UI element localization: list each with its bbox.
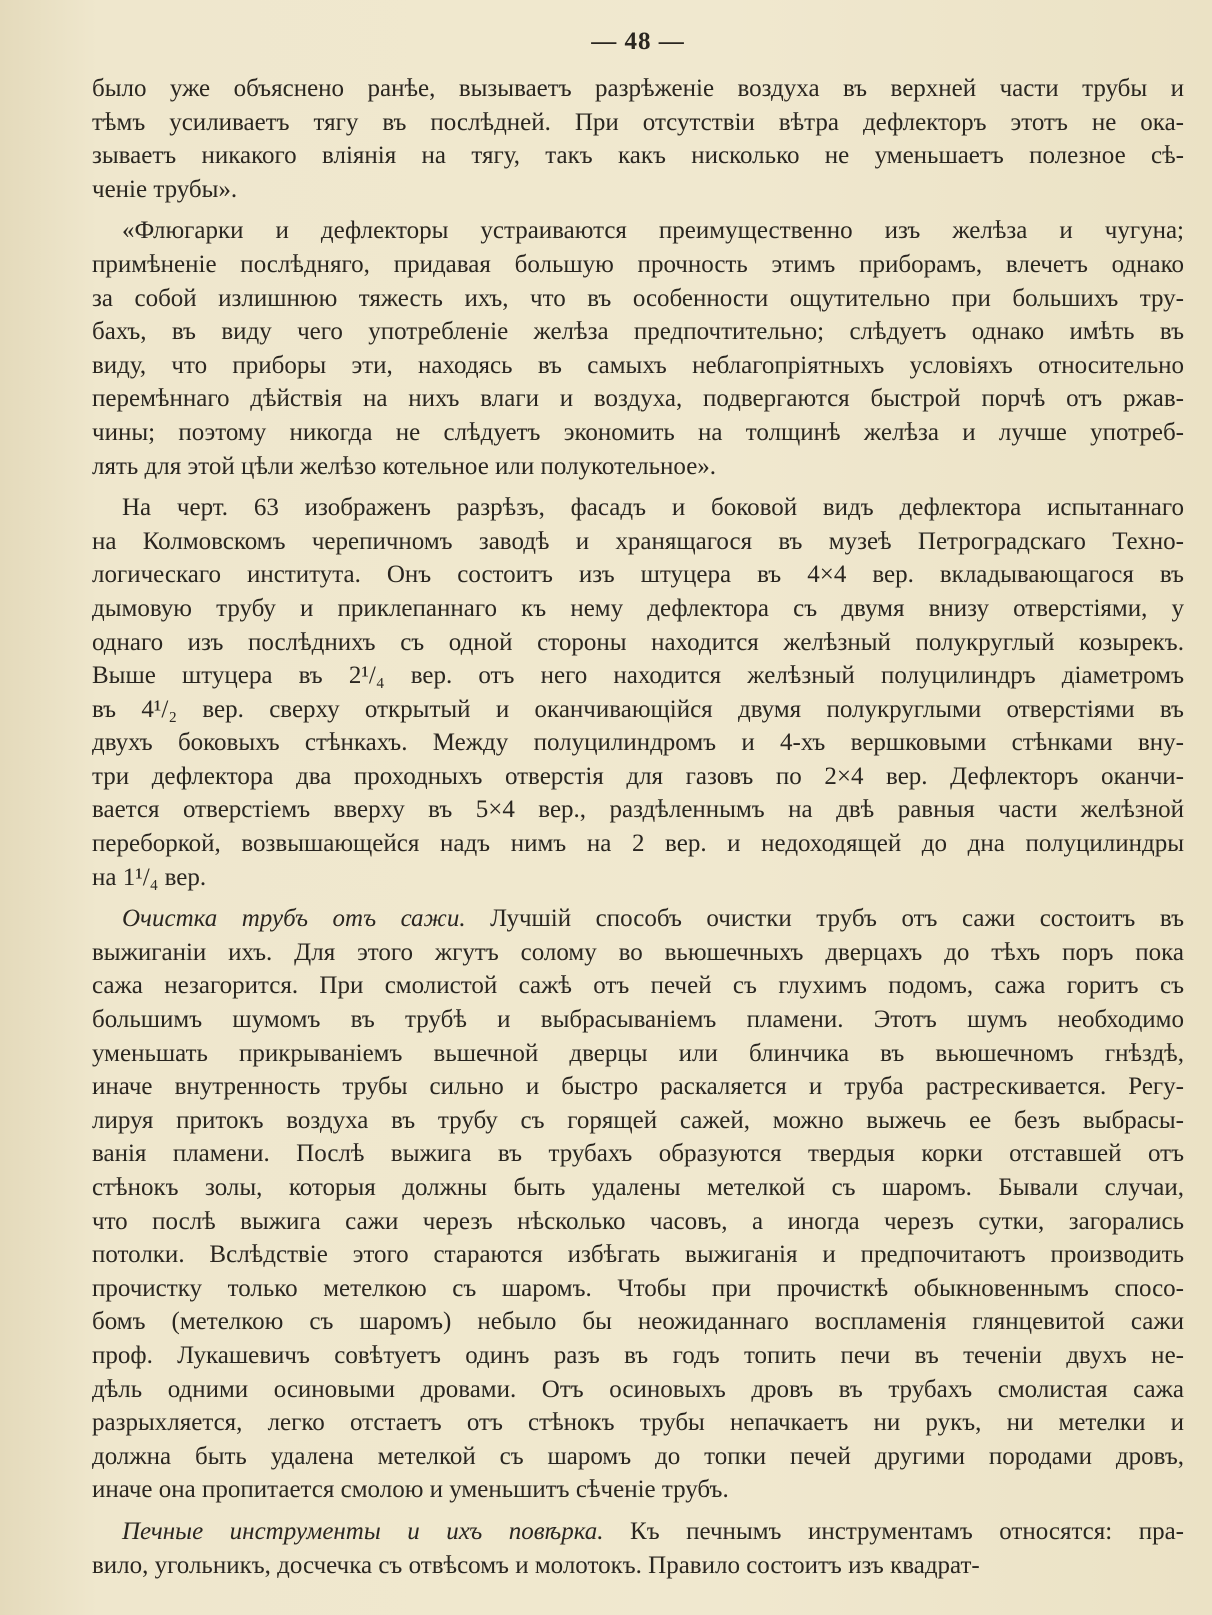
paragraph-gap [92, 894, 1184, 902]
line-text: было уже объяснено ранѣе, вызываетъ разрѣженіе воздуха въ верхней части трубы и [92, 75, 1184, 102]
line-text: примѣненіе послѣдняго, придавая большую прочность этимъ приборамъ, влечетъ однако [92, 250, 1184, 278]
text-line [92, 349, 1184, 383]
paragraph [92, 1515, 1184, 1582]
paragraph-gap [92, 483, 1184, 491]
line-text: на Колмовскомъ черепичномъ заводѣ и хранящагося въ музеѣ Петроградскаго Техно- [92, 527, 1184, 555]
line-text: прочистку только метелкою съ шаромъ. Чтобы при прочисткѣ обыкновеннымъ спосо- [92, 1274, 1184, 1302]
text-line [92, 793, 1184, 827]
line-text: разрыхляется, легко отстаетъ отъ стѣнокъ трубы непачкаетъ ни рукъ, ни метелки и [92, 1409, 1184, 1437]
text-line [92, 861, 1184, 895]
line-text: вило, угольникъ, досчечка съ отвѣсомъ и молотокъ. Правило состоитъ изъ квадрат- [92, 1551, 980, 1579]
text-line [92, 626, 1184, 660]
line-text: логическаго института. Онъ состоитъ изъ штуцера въ 4×4 вер. вкладывающагося въ [92, 561, 1184, 589]
line-text: бахъ, въ виду чего употребленіе желѣза предпочтительно; слѣдуетъ однако имѣть въ [92, 318, 1184, 346]
paragraph-gap [92, 1507, 1184, 1515]
paragraph-gap [92, 206, 1184, 214]
text-line [92, 1515, 1184, 1549]
line-text: бомъ (метелкою съ шаромъ) небыло бы неожиданнаго воспламенія глянцевитой сажи [92, 1308, 1184, 1336]
text-line [92, 1003, 1184, 1037]
text-line [92, 659, 1184, 693]
text-line [92, 969, 1184, 1003]
text-line [92, 1305, 1184, 1339]
text-line [92, 1406, 1184, 1440]
paragraph [92, 491, 1184, 894]
text-line [92, 693, 1184, 727]
line-text: на 1¹/₄ вер. [92, 863, 207, 891]
section-heading: Печные инструменты и ихъ повѣрка. [122, 1517, 604, 1545]
text-line [92, 936, 1184, 970]
line-text: ченіе трубы». [92, 175, 238, 203]
text-line [92, 282, 1184, 316]
text-line [92, 726, 1184, 760]
text-line [92, 760, 1184, 794]
line-text: за собой излишнюю тяжесть ихъ, что въ особенности ощутительно при большихъ тру- [92, 284, 1184, 312]
page-number: — 48 — [591, 28, 685, 55]
line-text: «Флюгарки и дефлекторы устраиваются преимущественно изъ желѣза и чугуна; [122, 217, 1184, 245]
text-line [92, 558, 1184, 592]
line-text: иначе внутренность трубы сильно и быстро раскаляется и труба растрескивается. Регу- [92, 1073, 1184, 1101]
line-text: стѣнокъ золы, которыя должны быть удалены метелкой съ шаромъ. Бывали случаи, [92, 1174, 1184, 1201]
line-text: уменьшать прикрываніемъ вьшечной дверцы или блинчика въ вьюшечномъ гнѣздѣ, [92, 1039, 1184, 1067]
line-text: дымовую трубу и приклепаннаго къ нему дефлектора съ двумя внизу отверстіями, у [92, 594, 1184, 622]
text-line [92, 525, 1184, 559]
line-text: зываетъ никакого вліянія на тягу, такъ какъ нисколько не уменьшаетъ полезное сѣ- [92, 142, 1184, 170]
text-line [92, 315, 1184, 349]
line-text: потолки. Вслѣдствіе этого стараются избѣгать выжиганія и предпочитаютъ производить [92, 1241, 1184, 1269]
line-text: чины; поэтому никогда не слѣдуетъ экономить на толщинѣ желѣза и лучше употреб- [92, 418, 1184, 446]
text-line [92, 1171, 1184, 1205]
text-line [92, 491, 1184, 525]
line-text: дѣль одними осиновыми дровами. Отъ осиновыхъ дровъ въ трубахъ смолистая сажа [92, 1375, 1184, 1403]
line-text: лять для этой цѣли желѣзо котельное или полукотельное». [92, 452, 717, 480]
paragraph [92, 214, 1184, 483]
line-text: сажа незагорится. При смолистой сажѣ отъ печей съ глухимъ подомъ, сажа горитъ съ [92, 972, 1184, 1000]
line-text: большимъ шумомъ въ трубѣ и выбрасываніемъ пламени. Этотъ шумъ необходимо [92, 1006, 1184, 1034]
text-line [92, 1104, 1184, 1138]
text-line [92, 382, 1184, 416]
line-text: Къ печнымъ инструментамъ относятся: пра- [603, 1517, 1184, 1545]
text-line [92, 1137, 1184, 1171]
line-text: переборкой, возвышающейся надъ нимъ на 2 вер. и недоходящей до дна полуцилиндры [92, 830, 1184, 858]
text-line [92, 214, 1184, 248]
line-text: тѣмъ усиливаетъ тягу въ послѣдней. При отсутствіи вѣтра дефлекторъ этотъ не ока- [92, 108, 1184, 136]
text-line [92, 106, 1184, 140]
line-text: Лучшій способъ очистки трубъ отъ сажи состоитъ въ [465, 905, 1184, 933]
text-line [92, 72, 1184, 106]
line-text: лируя притокъ воздуха въ трубу съ горящей сажей, можно выжечь ее безъ выбрасы- [92, 1106, 1184, 1134]
text-line [92, 1070, 1184, 1104]
text-line [92, 1272, 1184, 1306]
paragraph [92, 902, 1184, 1507]
line-text: вается отверстіемъ вверху въ 5×4 вер., раздѣленнымъ на двѣ равныя части желѣзной [92, 796, 1184, 824]
line-text: проф. Лукашевичъ совѣтуетъ одинъ разъ въ годъ топить печи въ теченіи двухъ не- [92, 1341, 1184, 1369]
line-text: На черт. 63 изображенъ разрѣзъ, фасадъ и боковой видъ дефлектора испытаннаго [122, 494, 1184, 522]
line-text: выжиганіи ихъ. Для этого жгутъ солому во вьюшечныхъ дверцахъ до тѣхъ поръ пока [92, 938, 1184, 966]
text-line [92, 1373, 1184, 1407]
text-line [92, 1238, 1184, 1272]
text-line [92, 1205, 1184, 1239]
text-line [92, 173, 1184, 207]
text-line [92, 139, 1184, 173]
line-text: что послѣ выжига сажи черезъ нѣсколько часовъ, а иногда черезъ сутки, загорались [92, 1207, 1184, 1235]
text-line [92, 1339, 1184, 1373]
line-text: иначе она пропитается смолою и уменьшитъ сѣченіе трубъ. [92, 1476, 729, 1504]
text-line [92, 450, 1184, 484]
text-line [92, 1037, 1184, 1071]
text-line [92, 416, 1184, 450]
section-heading: Очистка трубъ отъ сажи. [122, 905, 466, 933]
paragraph [92, 72, 1184, 206]
text-line [92, 592, 1184, 626]
body-text [92, 72, 1184, 1582]
text-line [92, 1440, 1184, 1474]
line-text: три дефлектора два проходныхъ отверстія для газовъ по 2×4 вер. Дефлекторъ оканчи- [92, 762, 1184, 790]
line-text: должна быть удалена метелкой съ шаромъ до топки печей другими породами дровъ, [92, 1442, 1184, 1470]
text-line [92, 1549, 1184, 1583]
text-line [92, 1473, 1184, 1507]
line-text: перемѣннаго дѣйствія на нихъ влаги и воздуха, подвергаются быстрой порчѣ отъ ржав- [92, 385, 1184, 413]
text-line [92, 902, 1184, 936]
line-text: ванія пламени. Послѣ выжига въ трубахъ образуются твердыя корки отставшей отъ [92, 1140, 1184, 1168]
line-text: однаго изъ послѣднихъ съ одной стороны находится желѣзный полукруглый козырекъ. [92, 628, 1184, 656]
line-text: виду, что приборы эти, находясь въ самыхъ неблагопріятныхъ условіяхъ относительно [92, 351, 1184, 379]
text-line [92, 827, 1184, 861]
text-line [92, 248, 1184, 282]
line-text: Выше штуцера въ 2¹/₄ вер. отъ него находится желѣзный полуцилиндръ діаметромъ [92, 662, 1184, 690]
line-text: въ 4¹/₂ вер. сверху открытый и оканчивающійся двумя полукруглыми отверстіями въ [92, 695, 1184, 723]
line-text: двухъ боковыхъ стѣнкахъ. Между полуцилиндромъ и 4-хъ вершковыми стѣнками вну- [92, 729, 1184, 757]
